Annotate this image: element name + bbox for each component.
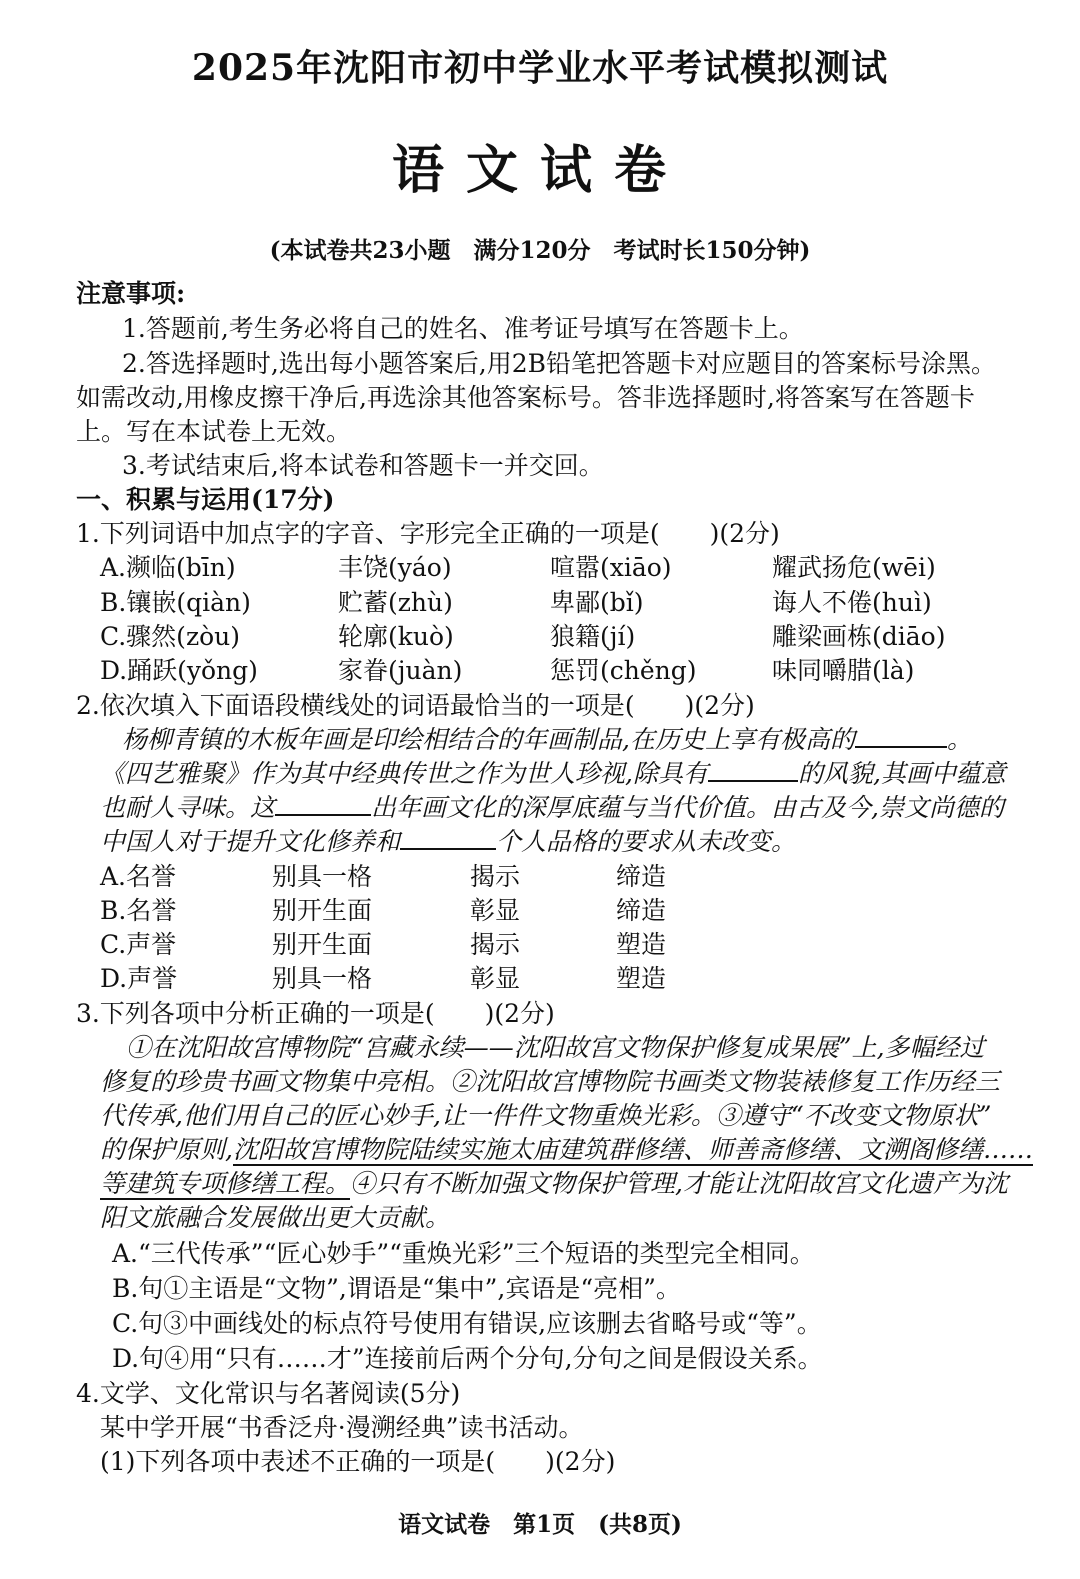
- q1-d-2: 家眷(juàn): [338, 656, 463, 685]
- q2-blank-2: [708, 758, 798, 782]
- q1-c-4: 雕梁画栋(diāo): [772, 622, 946, 651]
- q2-d-1: D.声誉: [100, 964, 178, 993]
- q3-underlined-1: 沈阳故宫博物院陆续实施太庙建筑群修缮、师善斋修缮、文溯阁修缮……: [232, 1135, 1033, 1164]
- q2-p4a: 中国人对于提升文化修养和: [100, 827, 401, 856]
- q3-passage-4: [100, 1134, 1033, 1166]
- q3-passage-3: 代传承,他们用自己的匠心妙手,让一件件文物重焕光彩。③遵守“不改变文物原状”: [100, 1101, 992, 1130]
- q2-blank-1: [855, 724, 947, 748]
- q2-p1-text: 杨柳青镇的木板年画是印绘相结合的年画制品,在历史上享有极高的: [122, 725, 855, 754]
- note-3: 3.考试结束后,将本试卷和答题卡一并交回。: [122, 451, 604, 480]
- q1-b-1: B.镶嵌(qiàn): [100, 588, 251, 617]
- exam-title: 2025年沈阳市初中学业水平考试模拟测试: [191, 47, 889, 89]
- q2-passage-4: [100, 826, 796, 858]
- q2-b-2: 别开生面: [272, 896, 373, 925]
- q2-c-1: C.声誉: [100, 930, 177, 959]
- q2-a-3: 揭示: [470, 862, 521, 891]
- q3-option-a: A.“三代传承”“匠心妙手”“重焕光彩”三个短语的类型完全相同。: [112, 1239, 815, 1268]
- q2-passage-2: [100, 758, 1006, 790]
- q2-c-2: 别开生面: [272, 930, 373, 959]
- q4-stem: 4.文学、文化常识与名著阅读(5分): [76, 1379, 461, 1408]
- q2-p3b: 出年画文化的深厚底蕴与当代价值。由古及今,崇文尚德的: [371, 793, 1004, 822]
- note-1: 1.答题前,考生务必将自己的姓名、准考证号填写在答题卡上。: [122, 314, 804, 343]
- q2-a-1: A.名誉: [100, 862, 177, 891]
- exam-info: (本试卷共23小题 满分120分 考试时长150分钟): [269, 237, 811, 264]
- section-heading: 一、积累与运用(17分): [76, 485, 335, 514]
- q1-a-4: 耀武扬危(wēi): [772, 553, 936, 582]
- q3-passage-2: 修复的珍贵书画文物集中亮相。②沈阳故宫博物院书画类文物装裱修复工作历经三: [100, 1067, 1001, 1096]
- q3-underlined-2: 等建筑专项修缮工程。: [100, 1169, 351, 1198]
- notes-heading: 注意事项:: [76, 279, 186, 308]
- q2-blank-3: [275, 792, 371, 816]
- q3-p5b: ④只有不断加强文物保护管理,才能让沈阳故宫文化遗产为沈: [350, 1169, 1008, 1198]
- q1-a-3: 喧嚣(xiāo): [550, 553, 672, 582]
- q3-p4a: 的保护原则,: [100, 1135, 233, 1164]
- q2-p2b: 的风貌,其画中蕴意: [797, 759, 1006, 788]
- q2-b-4: 缔造: [616, 896, 667, 925]
- q3-option-b: B.句①主语是“文物”,谓语是“集中”,宾语是“亮相”。: [112, 1274, 681, 1303]
- q4-sub1: (1)下列各项中表述不正确的一项是( )(2分): [100, 1447, 616, 1476]
- q3-passage-5: [100, 1168, 1008, 1200]
- note-2a: 2.答选择题时,选出每小题答案后,用2B铅笔把答题卡对应题目的答案标号涂黑。: [122, 349, 997, 378]
- q1-a-1: A.濒临(bīn): [100, 553, 236, 582]
- q2-c-3: 揭示: [470, 930, 521, 959]
- q3-passage-1: ①在沈阳故宫博物院“宫藏永续——沈阳故宫文物保护修复成果展”上,多幅经过: [126, 1033, 985, 1062]
- q3-option-d: D.句④用“只有……才”连接前后两个分句,分句之间是假设关系。: [112, 1344, 823, 1373]
- q2-stem: 2.依次填入下面语段横线处的词语最恰当的一项是( )(2分): [76, 691, 755, 720]
- q2-p4b: 个人品格的要求从未改变。: [496, 827, 797, 856]
- q2-d-2: 别具一格: [272, 964, 373, 993]
- q3-stem: 3.下列各项中分析正确的一项是( )(2分): [76, 999, 555, 1028]
- q1-d-4: 味同嚼腊(là): [772, 656, 915, 685]
- q1-d-3: 惩罚(chěng): [550, 656, 697, 685]
- q2-p1-end: 。: [946, 725, 972, 754]
- q1-stem: 1.下列词语中加点字的字音、字形完全正确的一项是( )(2分): [76, 519, 780, 548]
- q2-b-1: B.名誉: [100, 896, 177, 925]
- q4-intro: 某中学开展“书香泛舟·漫溯经典”读书活动。: [100, 1413, 584, 1442]
- q2-d-4: 塑造: [616, 964, 667, 993]
- q2-a-4: 缔造: [616, 862, 667, 891]
- q1-b-4: 诲人不倦(huì): [772, 588, 932, 617]
- note-2b: 如需改动,用橡皮擦干净后,再选涂其他答案标号。答非选择题时,将答案写在答题卡: [76, 383, 975, 412]
- q1-c-3: 狼籍(jí): [550, 622, 636, 651]
- q2-a-2: 别具一格: [272, 862, 373, 891]
- q2-d-3: 彰显: [470, 964, 521, 993]
- q2-p2a: 《四艺雅聚》作为其中经典传世之作为世人珍视,除具有: [100, 759, 708, 788]
- q1-d-1: D.踊跃(yǒng): [100, 656, 258, 685]
- q1-a-2: 丰饶(yáo): [338, 553, 452, 582]
- q3-passage-6: 阳文旅融合发展做出更大贡献。: [100, 1203, 451, 1232]
- q1-b-2: 贮蓄(zhù): [338, 588, 453, 617]
- q1-b-3: 卑鄙(bǐ): [550, 588, 644, 617]
- q1-c-2: 轮廓(kuò): [338, 622, 454, 651]
- q2-blank-4: [400, 826, 496, 850]
- q2-passage-3: [100, 792, 1004, 824]
- q2-p3a: 也耐人寻味。这: [100, 793, 276, 822]
- q1-c-1: C.骤然(zòu): [100, 622, 241, 651]
- page-footer: 语文试卷 第1页 (共8页): [398, 1511, 682, 1538]
- q3-option-c: C.句③中画线处的标点符号使用有错误,应该删去省略号或“等”。: [112, 1309, 822, 1338]
- subject-title: 语文试卷: [391, 140, 688, 201]
- note-2c: 上。写在本试卷上无效。: [76, 417, 352, 446]
- q2-c-4: 塑造: [616, 930, 667, 959]
- q2-passage-1: [122, 724, 972, 756]
- q2-b-3: 彰显: [470, 896, 521, 925]
